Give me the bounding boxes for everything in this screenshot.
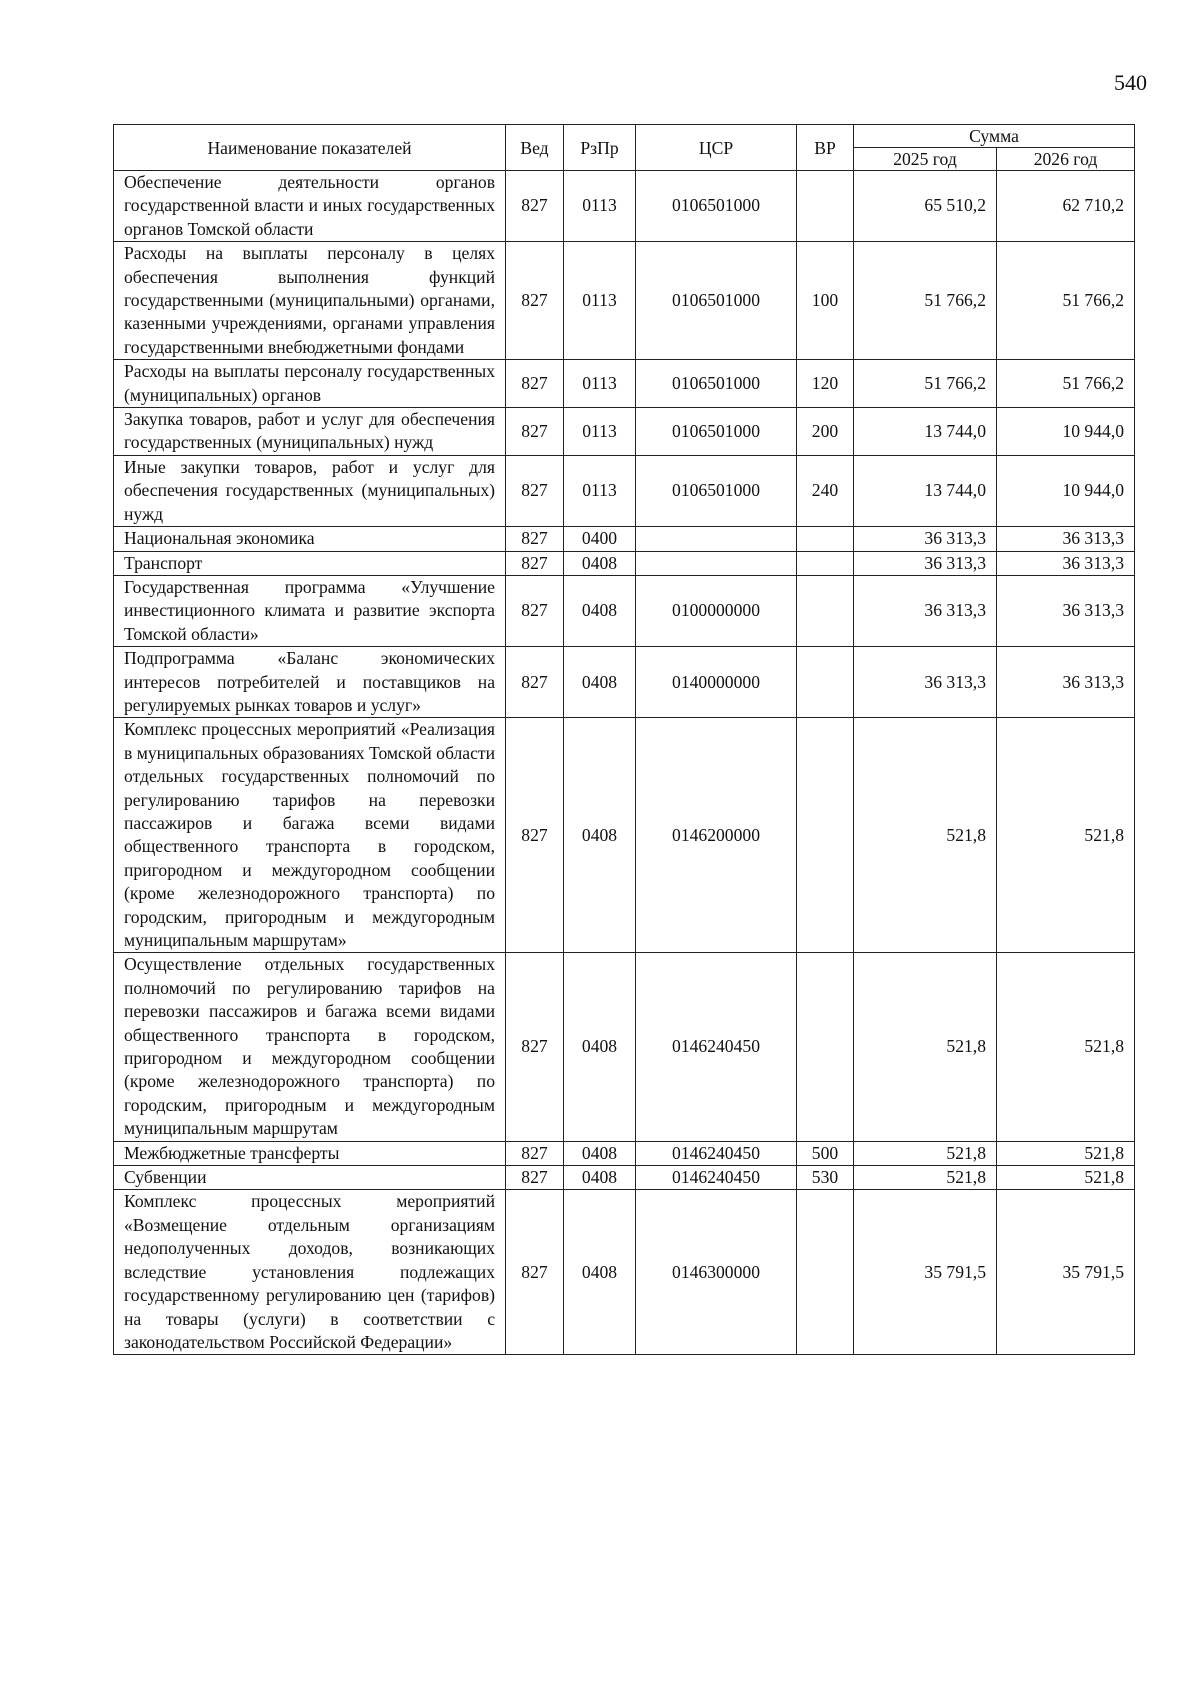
row-ved: 827	[506, 1190, 564, 1355]
row-sum-2026: 36 313,3	[997, 527, 1135, 551]
row-sum-2026: 36 313,3	[997, 551, 1135, 575]
table-row	[114, 551, 1135, 575]
row-csr	[636, 527, 797, 551]
row-sum-2025: 521,8	[854, 953, 997, 1141]
row-name: Национальная экономика	[114, 527, 506, 551]
row-sum-2026: 10 944,0	[997, 455, 1135, 526]
row-csr: 0106501000	[636, 408, 797, 456]
table-row	[114, 171, 1135, 242]
row-vr	[797, 718, 854, 953]
row-csr: 0146240450	[636, 1141, 797, 1165]
row-name: Транспорт	[114, 551, 506, 575]
row-name: Комплекс процессных мероприятий «Реализация в муниципальных образованиях Томской области отдельных государственных полномочий по регулированию тарифов на перевозки пассажиров и багажа всеми видами общественного транспорта в городском, пригородном и междугородном сообщении (кроме железнодорожного транспорта) по городским, пригородным и междугородным муниципальным маршрутам»	[114, 718, 506, 953]
row-rzpr: 0400	[564, 527, 636, 551]
row-ved: 827	[506, 360, 564, 408]
row-sum-2025: 51 766,2	[854, 360, 997, 408]
table-row	[114, 242, 1135, 360]
row-name: Закупка товаров, работ и услуг для обеспечения государственных (муниципальных) нужд	[114, 408, 506, 456]
table-row	[114, 575, 1135, 646]
row-rzpr: 0408	[564, 1190, 636, 1355]
row-rzpr: 0408	[564, 575, 636, 646]
row-sum-2025: 35 791,5	[854, 1190, 997, 1355]
row-sum-2026: 10 944,0	[997, 408, 1135, 456]
row-ved: 827	[506, 527, 564, 551]
row-vr: 120	[797, 360, 854, 408]
row-sum-2026: 521,8	[997, 718, 1135, 953]
row-csr: 0106501000	[636, 171, 797, 242]
row-name: Подпрограмма «Баланс экономических интересов потребителей и поставщиков на регулируемых рынках товаров и услуг»	[114, 647, 506, 718]
row-sum-2026: 51 766,2	[997, 360, 1135, 408]
row-ved: 827	[506, 953, 564, 1141]
table-row	[114, 1166, 1135, 1190]
row-rzpr: 0408	[564, 953, 636, 1141]
row-sum-2025: 51 766,2	[854, 242, 997, 360]
row-ved: 827	[506, 171, 564, 242]
row-sum-2025: 36 313,3	[854, 647, 997, 718]
row-sum-2025: 521,8	[854, 1141, 997, 1165]
row-sum-2025: 13 744,0	[854, 408, 997, 456]
row-sum-2026: 35 791,5	[997, 1190, 1135, 1355]
row-name: Осуществление отдельных государственных полномочий по регулированию тарифов на перевозки пассажиров и багажа всеми видами общественного транспорта в городском, пригородном и междугородном сообщении (кроме железнодорожного транспорта) по городским, пригородным и междугородным муниципальным маршрутам	[114, 953, 506, 1141]
row-ved: 827	[506, 408, 564, 456]
header-name: Наименование показателей	[114, 125, 506, 171]
page-number: 540	[1114, 70, 1147, 95]
row-sum-2025: 65 510,2	[854, 171, 997, 242]
row-sum-2026: 36 313,3	[997, 575, 1135, 646]
row-vr: 530	[797, 1166, 854, 1190]
header-year-2025: 2025 год	[854, 148, 997, 171]
row-rzpr: 0408	[564, 718, 636, 953]
row-sum-2025: 521,8	[854, 718, 997, 953]
row-vr	[797, 953, 854, 1141]
table-row	[114, 647, 1135, 718]
row-vr	[797, 527, 854, 551]
row-sum-2026: 521,8	[997, 1141, 1135, 1165]
row-name: Субвенции	[114, 1166, 506, 1190]
row-csr: 0106501000	[636, 242, 797, 360]
row-sum-2026: 521,8	[997, 1166, 1135, 1190]
row-sum-2025: 521,8	[854, 1166, 997, 1190]
row-rzpr: 0113	[564, 455, 636, 526]
row-name: Обеспечение деятельности органов государственной власти и иных государственных органов Томской области	[114, 171, 506, 242]
row-ved: 827	[506, 647, 564, 718]
row-sum-2025: 36 313,3	[854, 575, 997, 646]
header-rzpr: РзПр	[564, 125, 636, 171]
row-rzpr: 0408	[564, 647, 636, 718]
row-rzpr: 0113	[564, 360, 636, 408]
row-vr: 500	[797, 1141, 854, 1165]
row-ved: 827	[506, 1141, 564, 1165]
row-csr: 0100000000	[636, 575, 797, 646]
header-year-2026: 2026 год	[997, 148, 1135, 171]
row-vr	[797, 575, 854, 646]
row-vr: 200	[797, 408, 854, 456]
row-csr: 0146240450	[636, 1166, 797, 1190]
row-vr	[797, 551, 854, 575]
row-sum-2026: 36 313,3	[997, 647, 1135, 718]
row-csr	[636, 551, 797, 575]
row-rzpr: 0113	[564, 408, 636, 456]
header-ved: Вед	[506, 125, 564, 171]
row-vr	[797, 1190, 854, 1355]
header-sum: Сумма	[854, 125, 1135, 148]
row-csr: 0106501000	[636, 455, 797, 526]
row-sum-2025: 36 313,3	[854, 527, 997, 551]
row-sum-2025: 13 744,0	[854, 455, 997, 526]
table-row	[114, 360, 1135, 408]
row-csr: 0146300000	[636, 1190, 797, 1355]
table-row	[114, 953, 1135, 1141]
row-sum-2026: 51 766,2	[997, 242, 1135, 360]
row-name: Комплекс процессных мероприятий «Возмещение отдельным организациям недополученных доходов, возникающих вследствие установления подлежащих государственному регулированию цен (тарифов) на товары (услуги) в соответствии с законодательством Российской Федерации»	[114, 1190, 506, 1355]
table-row	[114, 408, 1135, 456]
table-body	[114, 171, 1135, 1355]
row-csr: 0106501000	[636, 360, 797, 408]
table-row	[114, 1190, 1135, 1355]
row-csr: 0146240450	[636, 953, 797, 1141]
row-name: Расходы на выплаты персоналу государственных (муниципальных) органов	[114, 360, 506, 408]
header-csr: ЦСР	[636, 125, 797, 171]
header-vr: ВР	[797, 125, 854, 171]
row-vr	[797, 647, 854, 718]
row-ved: 827	[506, 1166, 564, 1190]
row-name: Государственная программа «Улучшение инвестиционного климата и развитие экспорта Томской области»	[114, 575, 506, 646]
table-row	[114, 718, 1135, 953]
row-vr: 100	[797, 242, 854, 360]
row-rzpr: 0408	[564, 1166, 636, 1190]
row-rzpr: 0113	[564, 171, 636, 242]
row-ved: 827	[506, 718, 564, 953]
budget-table	[113, 124, 1135, 1355]
row-ved: 827	[506, 575, 564, 646]
row-name: Иные закупки товаров, работ и услуг для обеспечения государственных (муниципальных) нужд	[114, 455, 506, 526]
row-ved: 827	[506, 455, 564, 526]
row-name: Расходы на выплаты персоналу в целях обеспечения выполнения функций государственными (муниципальными) органами, казенными учреждениями, органами управления государственными внебюджетными фондами	[114, 242, 506, 360]
row-ved: 827	[506, 242, 564, 360]
row-ved: 827	[506, 551, 564, 575]
table-row	[114, 455, 1135, 526]
row-sum-2026: 521,8	[997, 953, 1135, 1141]
row-vr	[797, 171, 854, 242]
row-rzpr: 0408	[564, 1141, 636, 1165]
row-name: Межбюджетные трансферты	[114, 1141, 506, 1165]
row-vr: 240	[797, 455, 854, 526]
row-rzpr: 0113	[564, 242, 636, 360]
table-row	[114, 527, 1135, 551]
row-sum-2026: 62 710,2	[997, 171, 1135, 242]
row-csr: 0140000000	[636, 647, 797, 718]
row-rzpr: 0408	[564, 551, 636, 575]
row-csr: 0146200000	[636, 718, 797, 953]
table-row	[114, 1141, 1135, 1165]
row-sum-2025: 36 313,3	[854, 551, 997, 575]
